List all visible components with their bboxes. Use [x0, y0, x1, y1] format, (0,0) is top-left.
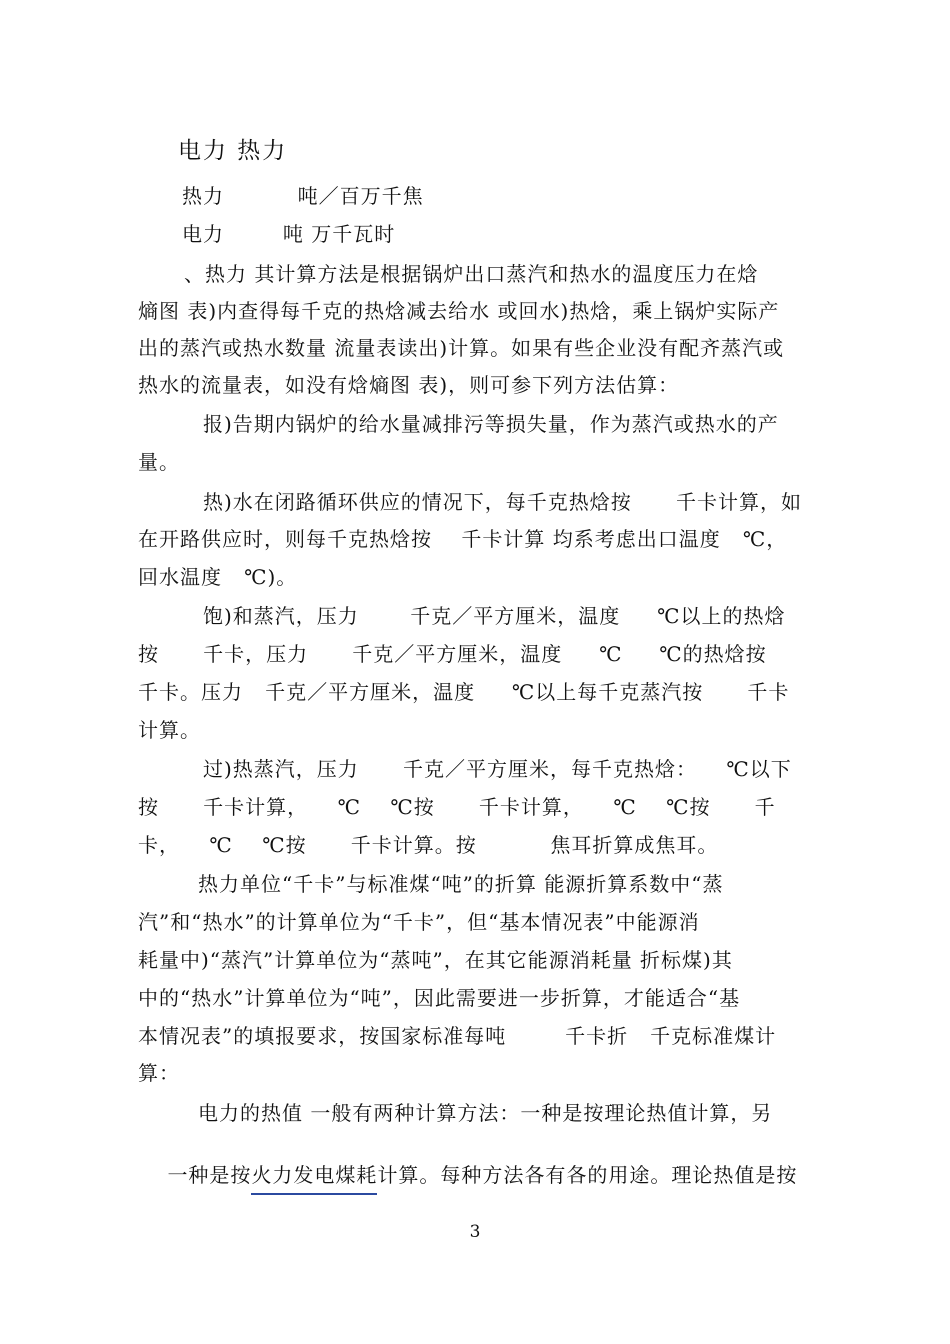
text-line: 耗量中)“蒸汽”计算单位为“蒸吨”，在其它能源消耗量 折标煤)其: [138, 948, 733, 972]
text-line: 本情况表”的填报要求，按国家标准每吨 千卡折 千克标准煤计: [138, 1024, 777, 1048]
text-line: 算：: [138, 1061, 180, 1085]
text-line: 计算。: [138, 718, 201, 742]
text-line: 热水的流量表，如没有焓熵图 表)，则可参下列方法估算：: [138, 373, 680, 397]
text-line: 在开路供应时，则每千克热焓按 千卡计算 均系考虑出口温度 ℃，: [138, 527, 788, 551]
line-prefix: 一种是按: [167, 1163, 252, 1187]
text-line: 中的“热水”计算单位为“吨”，因此需要进一步折算，才能适合“基: [138, 986, 741, 1010]
text-line: 电力的热值 一般有两种计算方法：一种是按理论热值计算，另: [198, 1101, 773, 1125]
line-suffix: 计算。每种方法各有各的用途。理论热值是按: [377, 1163, 798, 1187]
text-line: 量。: [138, 450, 180, 474]
text-line: 饱)和蒸汽，压力 千克／平方厘米，温度 ℃以上的热焓: [203, 604, 786, 628]
section-heading: 电力 热力: [178, 138, 288, 164]
hyperlink-thermal-power-coal[interactable]: 火力发电煤耗: [251, 1163, 377, 1195]
text-line-with-link: [138, 1135, 797, 1212]
text-line: 千卡。压力 千克／平方厘米，温度 ℃以上每千克蒸汽按 千卡: [138, 680, 790, 704]
page-number: 3: [469, 1222, 481, 1242]
text-line: 按 千卡计算， ℃ ℃按 千卡计算， ℃ ℃按 千: [138, 795, 776, 819]
text-line: 热)水在闭路循环供应的情况下，每千克热焓按 千卡计算，如: [203, 490, 802, 514]
text-line: 热力 吨／百万千焦: [182, 184, 424, 208]
text-line: 卡， ℃ ℃按 千卡计算。按 焦耳折算成焦耳。: [138, 833, 719, 857]
text-line: 汽”和“热水”的计算单位为“千卡”，但“基本情况表”中能源消: [138, 910, 700, 934]
text-line: 报)告期内锅炉的给水量减排污等损失量，作为蒸汽或热水的产: [203, 412, 779, 436]
text-line: 出的蒸汽或热水数量 流量表读出)计算。如果有些企业没有配齐蒸汽或: [138, 336, 785, 360]
text-line: 按 千卡，压力 千克／平方厘米，温度 ℃ ℃的热焓按: [138, 642, 767, 666]
text-line: 熵图 表)内查得每千克的热焓减去给水 或回水)热焓，乘上锅炉实际产: [138, 299, 780, 323]
text-line: 回水温度 ℃)。: [138, 565, 298, 589]
text-line: 过)热蒸汽，压力 千克／平方厘米，每千克热焓： ℃以下: [203, 757, 792, 781]
text-line: 、热力 其计算方法是根据锅炉出口蒸汽和热水的温度压力在焓: [184, 262, 759, 286]
text-line: 电力 吨 万千瓦时: [182, 222, 396, 246]
text-line: 热力单位“千卡”与标准煤“吨”的折算 能源折算系数中“蒸: [198, 872, 724, 896]
